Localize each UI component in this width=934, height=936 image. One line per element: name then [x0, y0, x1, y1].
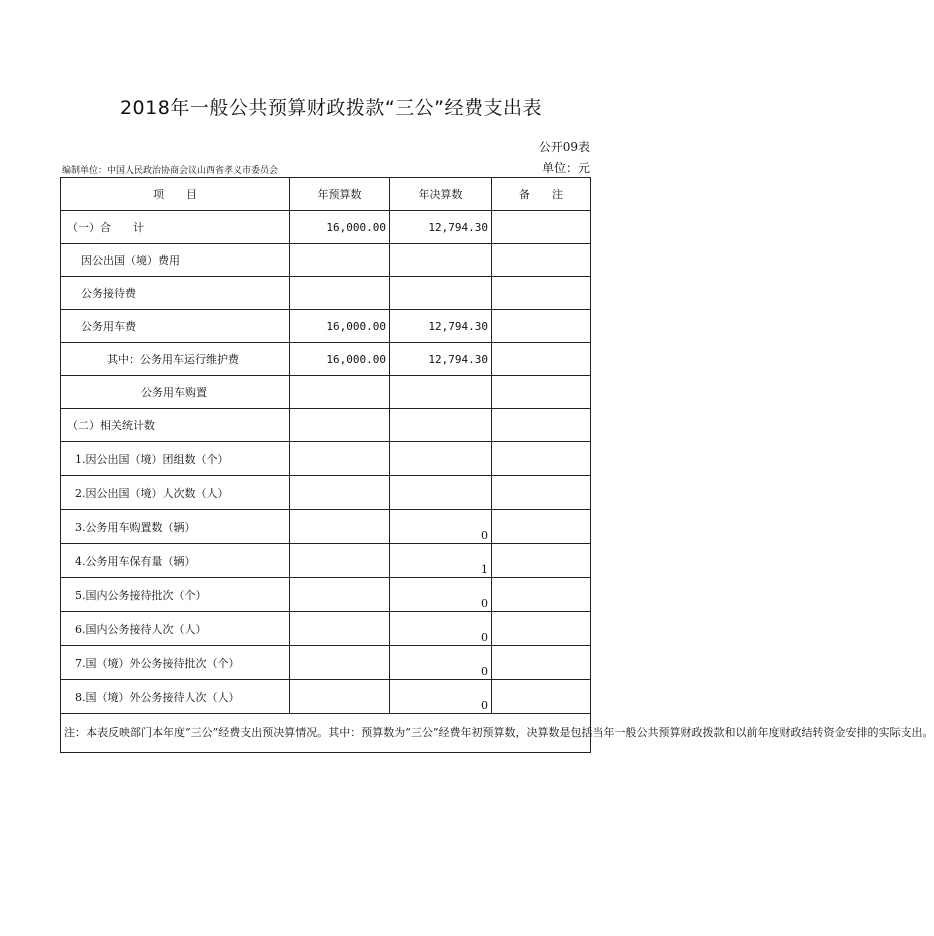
budget-value [290, 442, 390, 476]
row-label: 8.国（境）外公务接待人次（人） [61, 680, 290, 714]
budget-value [290, 612, 390, 646]
row-label: 3.公务用车购置数（辆） [61, 510, 290, 544]
final-value [390, 376, 492, 409]
final-value [390, 244, 492, 277]
column-header-item: 项 目 [61, 178, 290, 211]
form-code: 公开09表 [538, 140, 590, 154]
expense-table [60, 177, 934, 753]
note-value [492, 544, 591, 578]
final-value: 12,794.30 [390, 343, 492, 376]
row-label: 4.公务用车保有量（辆） [61, 544, 290, 578]
budget-value [290, 476, 390, 510]
budget-value [290, 409, 390, 442]
row-label: 因公出国（境）费用 [61, 244, 290, 277]
page-title: 2018年一般公共预算财政拨款“三公”经费支出表 [119, 97, 543, 119]
final-value: 1 [390, 544, 492, 578]
row-label: 公务用车费 [61, 310, 290, 343]
row-label: 6.国内公务接待人次（人） [61, 612, 290, 646]
table-row [61, 376, 591, 409]
reporting-organization: 编制单位：中国人民政治协商会议山西省孝义市委员会 [62, 166, 279, 176]
column-header-final: 年决算数 [390, 178, 492, 211]
final-value [390, 409, 492, 442]
column-header-budget: 年预算数 [290, 178, 390, 211]
final-value: 0 [390, 646, 492, 680]
table-row [61, 510, 591, 544]
final-value [390, 476, 492, 510]
budget-value [290, 578, 390, 612]
note-value [492, 310, 591, 343]
note-value [492, 476, 591, 510]
final-value: 12,794.30 [390, 310, 492, 343]
column-header-note: 备 注 [492, 178, 591, 211]
table-row [61, 442, 591, 476]
row-label: （二）相关统计数 [61, 409, 290, 442]
note-value [492, 244, 591, 277]
budget-value: 16,000.00 [290, 343, 390, 376]
row-label: 1.因公出国（境）团组数（个） [61, 442, 290, 476]
table-header-row [61, 178, 591, 211]
final-value: 0 [390, 612, 492, 646]
table-row [61, 211, 591, 244]
table-row [61, 277, 591, 310]
final-value: 0 [390, 510, 492, 544]
final-value [390, 442, 492, 476]
budget-value [290, 277, 390, 310]
currency-unit: 单位：元 [541, 161, 590, 175]
budget-value [290, 244, 390, 277]
row-label: （一）合 计 [61, 211, 290, 244]
note-value [492, 376, 591, 409]
footnote: 注：本表反映部门本年度“三公”经费支出预决算情况。其中：预算数为“三公”经费年初预算数，决算数是包括当年一般公共预算财政拨款和以前年度财政结转资金安排的实际支出。 [61, 714, 591, 753]
note-value [492, 646, 591, 680]
row-label: 2.因公出国（境）人次数（人） [61, 476, 290, 510]
table-row [61, 612, 591, 646]
row-label: 公务接待费 [61, 277, 290, 310]
table-row [61, 544, 591, 578]
table-row [61, 409, 591, 442]
row-label: 公务用车购置 [61, 376, 290, 409]
note-value [492, 409, 591, 442]
budget-value [290, 510, 390, 544]
table-row [61, 646, 591, 680]
final-value: 0 [390, 680, 492, 714]
row-label: 5.国内公务接待批次（个） [61, 578, 290, 612]
table-row [61, 310, 591, 343]
budget-value [290, 680, 390, 714]
final-value: 0 [390, 578, 492, 612]
note-value [492, 680, 591, 714]
note-value [492, 277, 591, 310]
row-label: 7.国（境）外公务接待批次（个） [61, 646, 290, 680]
budget-value: 16,000.00 [290, 211, 390, 244]
final-value [390, 277, 492, 310]
budget-value [290, 646, 390, 680]
footnote-row [61, 714, 591, 753]
row-label: 其中：公务用车运行维护费 [61, 343, 290, 376]
note-value [492, 442, 591, 476]
note-value [492, 612, 591, 646]
table-row [61, 476, 591, 510]
note-value [492, 510, 591, 544]
table-row [61, 244, 591, 277]
budget-value [290, 376, 390, 409]
note-value [492, 211, 591, 244]
table-row [61, 343, 591, 376]
table-row [61, 680, 591, 714]
final-value: 12,794.30 [390, 211, 492, 244]
note-value [492, 578, 591, 612]
budget-value: 16,000.00 [290, 310, 390, 343]
budget-value [290, 544, 390, 578]
note-value [492, 343, 591, 376]
table-row [61, 578, 591, 612]
